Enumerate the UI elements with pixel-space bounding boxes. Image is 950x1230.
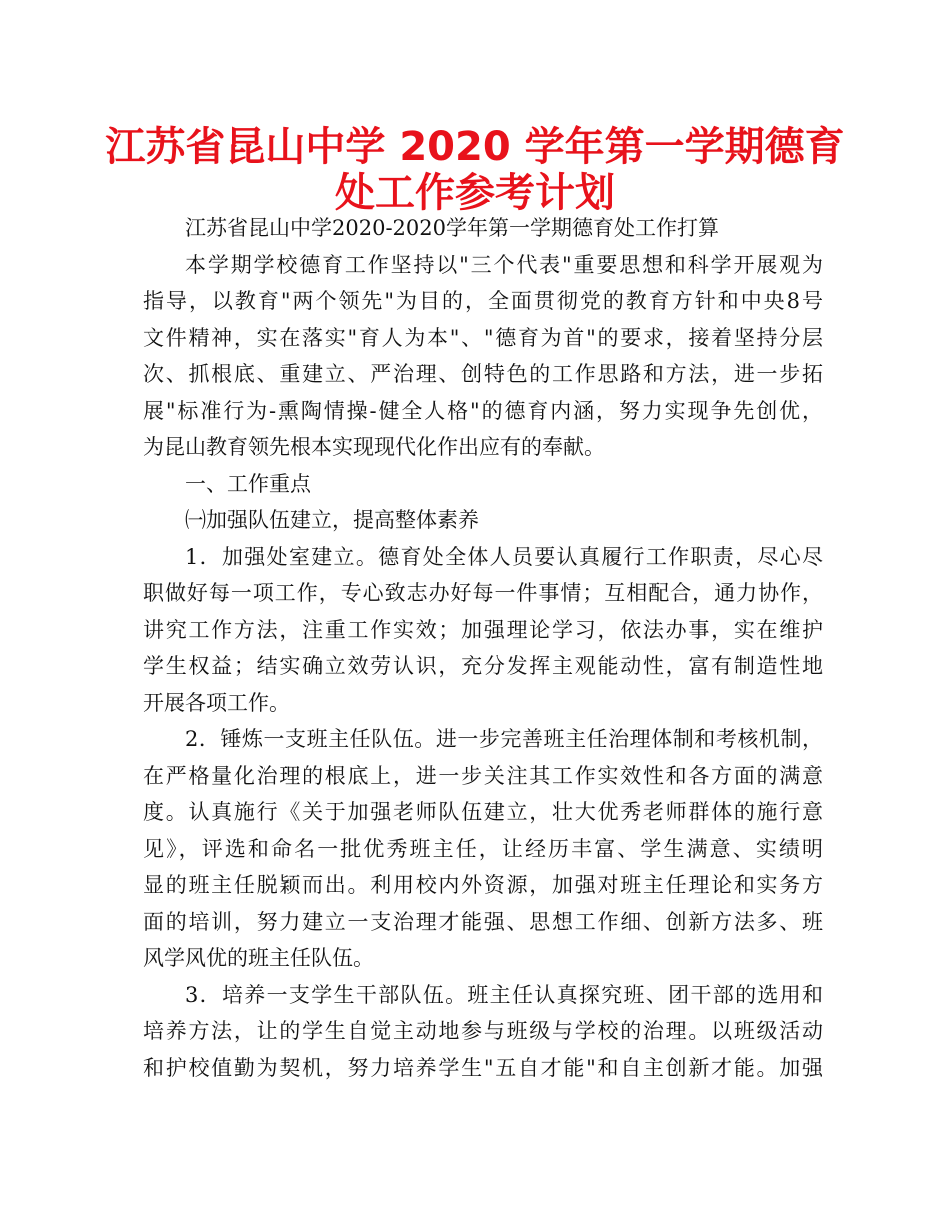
subsection-heading: ㈠加强队伍建立，提高整体素养: [185, 508, 479, 532]
body-line: 次、抓根底、重建立、严治理、创特色的工作思路和方法，进一步拓: [143, 362, 823, 386]
body-line: 学生权益；结实确立效劳认识，充分发挥主观能动性，富有制造性地: [143, 654, 823, 678]
body-line: 培养方法，让的学生自觉主动地参与班级与学校的治理。以班级活动: [143, 1019, 823, 1043]
body-line: 为昆山教育领先根本实现现代化作出应有的奉献。: [143, 435, 605, 459]
body-line: 指导，以教育"两个领先"为目的，全面贯彻党的教育方针和中央8号: [143, 289, 823, 313]
body-line: 和护校值勤为契机，努力培养学生"五自才能"和自主创新才能。加强: [143, 1055, 823, 1080]
subtitle-line: 江苏省昆山中学2020-2020学年第一学期德育处工作打算: [185, 216, 719, 240]
body-line: 展"标准行为-熏陶情操-健全人格"的德育内涵，努力实现争先创优，: [143, 398, 823, 423]
section-heading: 一、工作重点: [185, 471, 311, 496]
body-line: 显的班主任脱颖而出。利用校内外资源，加强对班主任理论和实务方: [143, 873, 823, 897]
body-line: 本学期学校德育工作坚持以"三个代表"重要思想和科学开展观为: [185, 252, 823, 277]
document-body: [143, 210, 823, 1086]
body-line: 讲究工作方法，注重工作实效；加强理论学习，依法办事，实在维护: [143, 617, 823, 642]
body-line: 度。认真施行《关于加强老师队伍建立，壮大优秀老师群体的施行意: [143, 800, 823, 824]
body-line: 见》，评选和命名一批优秀班主任，让经历丰富、学生满意、实绩明: [143, 836, 823, 861]
body-line: 在严格量化治理的根底上，进一步关注其工作实效性和各方面的满意: [143, 763, 823, 788]
document-title-line-2: 处工作参考计划: [335, 170, 615, 216]
body-line: 3．培养一支学生干部队伍。班主任认真探究班、团干部的选用和: [185, 982, 823, 1007]
body-line: 开展各项工作。: [143, 690, 290, 715]
body-line: 面的培训，努力建立一支治理才能强、思想工作细、创新方法多、班: [143, 909, 823, 934]
body-line: 2．锤炼一支班主任队伍。进一步完善班主任治理体制和考核机制，: [185, 727, 823, 751]
body-line: 职做好每一项工作，专心致志办好每一件事情；互相配合，通力协作，: [143, 581, 823, 605]
body-line: 1．加强处室建立。德育处全体人员要认真履行工作职责，尽心尽: [185, 544, 823, 569]
body-line: 文件精神，实在落实"育人为本"、"德育为首"的要求，接着坚持分层: [143, 325, 823, 350]
document-title-line-1: 江苏省昆山中学 2020 学年第一学期德育: [105, 124, 845, 170]
body-line: 风学风优的班主任队伍。: [143, 946, 374, 970]
